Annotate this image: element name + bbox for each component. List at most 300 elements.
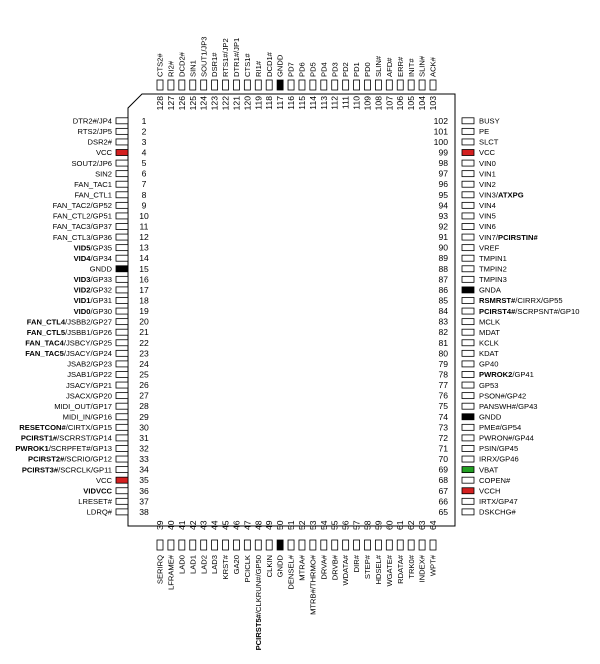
pin-label bbox=[479, 402, 538, 411]
pin-number: 28 bbox=[139, 401, 149, 412]
pin-label-part: WPT# bbox=[428, 555, 438, 577]
pin-45-krst bbox=[221, 520, 231, 579]
pin-label-part: PD7 bbox=[286, 62, 296, 77]
pin-label-part: VBAT bbox=[479, 465, 499, 475]
pin-number: 11 bbox=[139, 221, 149, 232]
pin-label-part: VIN6 bbox=[479, 222, 496, 232]
pin-pad bbox=[288, 80, 294, 90]
pin-label bbox=[479, 212, 496, 221]
pin-label bbox=[199, 555, 208, 574]
pin-number: 32 bbox=[139, 443, 149, 454]
pin-label-part: VCC bbox=[479, 148, 496, 158]
pin-pad bbox=[116, 255, 128, 261]
pin-pad bbox=[244, 540, 250, 550]
pin-label-part: PANSWH#/GP43 bbox=[479, 401, 538, 411]
pin-label bbox=[479, 476, 511, 485]
pin-128-cts2 bbox=[155, 53, 165, 111]
pin-pad bbox=[116, 202, 128, 208]
pin-label bbox=[319, 554, 328, 579]
pin-41-lad0 bbox=[177, 520, 187, 574]
pin-label-part: PD3 bbox=[330, 62, 340, 77]
pin-92-vin6 bbox=[438, 222, 495, 232]
pin-number: 22 bbox=[139, 337, 149, 348]
pin-number: 8 bbox=[141, 189, 147, 200]
pin-label bbox=[479, 296, 563, 305]
pin-number: 30 bbox=[139, 422, 149, 433]
pin-80-kdat bbox=[438, 348, 499, 358]
pin-label-part: PD1 bbox=[352, 62, 362, 77]
pin-pad bbox=[116, 424, 128, 430]
pin-label-part: SLIN# bbox=[417, 55, 427, 77]
pin-77-gp53 bbox=[438, 380, 498, 390]
pin-label bbox=[479, 138, 499, 147]
pin-label bbox=[374, 554, 383, 584]
pin-label-part: FAN_CTL5 bbox=[26, 327, 66, 337]
pin-number: 89 bbox=[438, 253, 448, 264]
pin-label-part: /SCRRST/GP14 bbox=[57, 433, 112, 443]
pin-number: 123 bbox=[209, 96, 220, 111]
pin-label bbox=[396, 554, 405, 584]
pin-pad bbox=[462, 340, 474, 346]
pin-pad bbox=[116, 340, 128, 346]
pin-number: 121 bbox=[231, 96, 242, 111]
pin-60-wgate bbox=[384, 520, 394, 586]
pin-label-part: DTR2#/JP4 bbox=[72, 116, 112, 126]
pin-label bbox=[53, 233, 112, 242]
pin-label bbox=[479, 465, 499, 474]
pin-label-part: /GP30 bbox=[90, 306, 112, 316]
pin-label-part: SIN1 bbox=[188, 60, 198, 77]
pin-number: 85 bbox=[438, 295, 448, 306]
pin-label bbox=[341, 62, 350, 77]
pin-pad bbox=[462, 224, 474, 230]
pin-pad bbox=[116, 160, 128, 166]
pin-number: 101 bbox=[433, 126, 448, 137]
pin-label bbox=[407, 554, 416, 578]
pin-label-part: PD6 bbox=[297, 62, 307, 77]
pin-pad bbox=[462, 118, 474, 124]
pin-number: 59 bbox=[373, 520, 384, 530]
pin-label-part: VCC bbox=[95, 475, 112, 485]
pin-pad bbox=[462, 308, 474, 314]
pin-label-part: HDSEL# bbox=[374, 555, 383, 585]
pin-label-part: FAN_TAC5 bbox=[25, 349, 64, 359]
pin-label bbox=[83, 486, 112, 495]
pin-number: 55 bbox=[329, 520, 340, 530]
pin-label bbox=[232, 555, 241, 574]
pin-number: 90 bbox=[438, 242, 448, 253]
pin-label-part: DTR1#/JP1 bbox=[232, 37, 242, 77]
pin-pad bbox=[116, 234, 128, 240]
pin-label-part: VID0 bbox=[73, 306, 91, 316]
pin-label-part: FAN_TAC4 bbox=[25, 338, 64, 348]
pin-label-part: PME#/GP54 bbox=[479, 423, 522, 433]
pin-pad bbox=[277, 540, 283, 550]
pin-pad bbox=[332, 540, 338, 550]
pin-106-err bbox=[395, 56, 405, 110]
pin-number: 68 bbox=[438, 475, 448, 486]
pin-number: 33 bbox=[139, 454, 149, 465]
pin-number: 110 bbox=[351, 96, 362, 110]
pin-46-ga20 bbox=[231, 520, 241, 574]
pin-number: 67 bbox=[438, 485, 448, 496]
pin-label-part: SOUT1/JP3 bbox=[199, 36, 209, 77]
pin-54-drva bbox=[319, 520, 329, 579]
pin-label-part: FAN_CTL1 bbox=[74, 190, 112, 200]
pin-pad bbox=[233, 540, 239, 550]
pin-label bbox=[53, 212, 112, 221]
pin-pad bbox=[462, 329, 474, 335]
pin-label bbox=[25, 349, 112, 358]
pin-pad bbox=[462, 509, 474, 515]
chip-body bbox=[128, 94, 455, 526]
pin-label-part: FAN_CTL4 bbox=[26, 317, 66, 327]
pin-number: 83 bbox=[438, 316, 448, 327]
pin-number: 97 bbox=[438, 168, 448, 179]
pin-label bbox=[78, 127, 112, 136]
pin-label bbox=[352, 62, 361, 77]
pin-label-part: PD4 bbox=[319, 62, 329, 77]
pin-label-part: /SCRCLK/GP11 bbox=[58, 465, 112, 475]
pin-label bbox=[67, 370, 112, 379]
pin-pad bbox=[116, 224, 128, 230]
pin-pad bbox=[179, 540, 185, 550]
pin-label-part: PE bbox=[479, 127, 490, 137]
pin-label-part: /GP31 bbox=[90, 296, 112, 306]
pin-label-part: RTS1#/JP2 bbox=[221, 38, 231, 77]
pin-number: 10 bbox=[139, 210, 149, 221]
pin-pad bbox=[462, 160, 474, 166]
pin-pad bbox=[116, 445, 128, 451]
pin-pad bbox=[462, 393, 474, 399]
pin-pad bbox=[116, 350, 128, 356]
pin-label-part: /JSBB1/GP26 bbox=[65, 327, 112, 337]
pin-number: 61 bbox=[395, 520, 406, 530]
pin-number: 118 bbox=[264, 96, 275, 110]
pin-pad bbox=[116, 456, 128, 462]
pin-label bbox=[74, 243, 112, 252]
pin-100-slct bbox=[434, 137, 499, 147]
pin-label-part: VCCH bbox=[479, 486, 501, 496]
pin-pad bbox=[310, 80, 316, 90]
pin-pad bbox=[462, 266, 474, 272]
pin-label-part: /GP32 bbox=[90, 285, 112, 295]
pin-56-wdata bbox=[341, 520, 351, 585]
pin-number: 82 bbox=[438, 327, 448, 338]
pin-label bbox=[308, 554, 317, 615]
pin-pad bbox=[462, 297, 474, 303]
pin-label-part: GNDA bbox=[479, 285, 501, 295]
pin-number: 74 bbox=[438, 411, 448, 422]
pin-label-part: VID5 bbox=[73, 243, 91, 253]
pin-number: 93 bbox=[438, 210, 448, 221]
pin-number: 14 bbox=[139, 253, 149, 264]
pin-pad bbox=[116, 488, 128, 494]
pin-number: 20 bbox=[139, 316, 149, 327]
pin-number: 18 bbox=[139, 295, 149, 306]
pin-label bbox=[330, 554, 339, 580]
pin-pad bbox=[462, 255, 474, 261]
pin-pad bbox=[462, 287, 474, 293]
pin-number: 120 bbox=[242, 96, 253, 111]
pin-102-busy bbox=[434, 116, 500, 126]
pin-63-index bbox=[417, 520, 427, 582]
pin-label-part: RTS2/JP5 bbox=[77, 127, 112, 137]
pin-label-part: /CLKRUN#/GP50 bbox=[253, 555, 263, 615]
pin-number: 127 bbox=[165, 96, 176, 111]
pin-104-slin bbox=[417, 55, 427, 110]
pin-pad bbox=[419, 80, 425, 90]
pin-label bbox=[479, 233, 538, 242]
pin-121-dtr1-jp1 bbox=[231, 38, 241, 111]
pin-pad bbox=[201, 540, 207, 550]
pin-number: 111 bbox=[340, 96, 351, 110]
pin-pad bbox=[116, 498, 128, 504]
pin-15-gndd bbox=[90, 264, 149, 274]
pin-label-part: RDATA# bbox=[395, 555, 405, 584]
pin-label bbox=[479, 148, 496, 157]
pin-label-part: PCIRST1# bbox=[20, 433, 58, 443]
pin-47-pciclk bbox=[242, 520, 252, 582]
pin-107-afd bbox=[384, 57, 394, 111]
pin-113-pd4 bbox=[319, 62, 329, 109]
pin-pad bbox=[116, 128, 128, 134]
pin-number: 50 bbox=[275, 520, 286, 530]
pin-pad bbox=[157, 540, 163, 550]
pin-label-part: WGATE# bbox=[384, 555, 394, 587]
pin-98-vin0 bbox=[438, 158, 495, 168]
pin-label-part: IRRX/GP46 bbox=[479, 454, 519, 464]
pin-number: 76 bbox=[438, 390, 448, 401]
pin-number: 43 bbox=[198, 520, 209, 530]
pin-label bbox=[177, 51, 186, 77]
pin-115-pd6 bbox=[297, 62, 307, 109]
pin-label-part: RI2# bbox=[166, 60, 176, 77]
pin-label-part: GP53 bbox=[479, 380, 499, 390]
pin-pad bbox=[462, 276, 474, 282]
pin-label-part: VIN3/ bbox=[479, 190, 498, 200]
pin-label bbox=[73, 117, 112, 126]
pin-97-vin1 bbox=[438, 169, 495, 179]
pin-label bbox=[287, 554, 296, 589]
pin-62-trk0 bbox=[406, 520, 416, 578]
pin-105-init bbox=[406, 58, 416, 111]
pin-52-mtra bbox=[297, 520, 307, 581]
pin-number: 116 bbox=[286, 96, 297, 110]
pin-label bbox=[363, 62, 372, 77]
pin-label bbox=[479, 117, 500, 126]
pin-pad bbox=[364, 540, 370, 550]
pin-pad bbox=[168, 80, 174, 90]
pin-pad bbox=[116, 382, 128, 388]
pin-pad bbox=[116, 276, 128, 282]
pin-50-gndd bbox=[275, 520, 285, 577]
pin-83-mclk bbox=[438, 317, 500, 327]
pin-pad bbox=[233, 80, 239, 90]
pin-label-part: DSR1# bbox=[210, 52, 220, 77]
pin-label-part: PSIN/GP45 bbox=[479, 444, 519, 454]
pin-label bbox=[15, 444, 112, 453]
pin-label-part: LAD3 bbox=[210, 555, 220, 574]
pin-label-part: MTRB#/THRMO# bbox=[308, 555, 318, 615]
pin-label bbox=[479, 434, 534, 443]
pin-119-ri1 bbox=[253, 60, 263, 110]
pin-label-part: MIDI_OUT/GP17 bbox=[54, 401, 112, 411]
pin-pad bbox=[462, 403, 474, 409]
pin-label-part: TMPIN1 bbox=[479, 253, 507, 263]
pin-label-part: SERIRQ bbox=[155, 555, 165, 585]
pin-label bbox=[479, 127, 489, 136]
pin-116-pd7 bbox=[286, 62, 296, 109]
pin-label-part: CTS2# bbox=[155, 53, 165, 77]
pin-pad bbox=[255, 80, 261, 90]
pin-label bbox=[479, 201, 496, 210]
pin-number: 16 bbox=[139, 274, 149, 285]
pin-label bbox=[221, 554, 230, 579]
pin-label-part: TMPIN3 bbox=[479, 275, 507, 285]
pin-label bbox=[96, 476, 113, 485]
pin-label-part: VREF bbox=[479, 243, 500, 253]
pin-51-densel bbox=[286, 520, 296, 589]
pin-number: 114 bbox=[307, 96, 318, 110]
pin-label bbox=[385, 57, 394, 77]
pin-pad bbox=[462, 234, 474, 240]
pin-label-part: MDAT bbox=[479, 327, 500, 337]
pin-108-slin bbox=[373, 55, 383, 110]
pin-label-part: GNDD bbox=[479, 412, 502, 422]
pin-label-part: FAN_CTL3/GP36 bbox=[52, 232, 112, 242]
pin-pad bbox=[190, 540, 196, 550]
pin-pad bbox=[190, 80, 196, 90]
pin-label bbox=[407, 58, 416, 77]
pin-number: 77 bbox=[438, 380, 448, 391]
pin-58-step bbox=[362, 520, 372, 579]
pin-label-part: JSAB1/GP22 bbox=[67, 370, 112, 380]
pin-label-part: GA20 bbox=[232, 555, 242, 575]
pin-number: 17 bbox=[139, 284, 149, 295]
pin-label bbox=[63, 412, 112, 421]
pin-number: 4 bbox=[141, 147, 147, 158]
pin-label-part: GP40 bbox=[479, 359, 499, 369]
pin-number: 104 bbox=[417, 96, 428, 111]
pin-pad bbox=[244, 80, 250, 90]
pin-pad bbox=[321, 540, 327, 550]
pin-number: 56 bbox=[340, 520, 351, 530]
pin-number: 100 bbox=[433, 136, 448, 147]
pin-pad bbox=[116, 371, 128, 377]
pin-pad bbox=[462, 202, 474, 208]
pin-number: 26 bbox=[139, 380, 149, 391]
pin-label-part: KDAT bbox=[479, 349, 499, 359]
pin-pad bbox=[462, 456, 474, 462]
pin-label-part: VID4 bbox=[73, 253, 91, 263]
pin-pad bbox=[462, 435, 474, 441]
pin-label bbox=[298, 554, 307, 581]
pin-pad bbox=[116, 329, 128, 335]
pin-label-part: SOUT2/JP6 bbox=[71, 158, 112, 168]
pin-label bbox=[479, 486, 501, 495]
pin-label bbox=[341, 554, 350, 585]
pin-label bbox=[479, 338, 499, 347]
pin-number: 2 bbox=[141, 126, 147, 137]
pin-label bbox=[53, 201, 112, 210]
pin-number: 52 bbox=[296, 520, 307, 530]
pin-number: 75 bbox=[438, 401, 448, 412]
pin-label-part: PCIRSTIN# bbox=[498, 232, 538, 242]
pin-label bbox=[479, 381, 498, 390]
pin-label-part: BUSY bbox=[479, 116, 500, 126]
pin-label-part: TMPIN2 bbox=[479, 264, 507, 274]
pin-number: 31 bbox=[139, 432, 149, 443]
pin-pad bbox=[430, 540, 436, 550]
pin-label bbox=[479, 349, 499, 358]
pin-label-part: PWRON#/GP44 bbox=[479, 433, 534, 443]
pin-67-vcch bbox=[438, 486, 500, 496]
pin-59-hdsel bbox=[373, 520, 383, 584]
pin-label-part: /JSBCY/GP25 bbox=[63, 338, 112, 348]
pin-number: 70 bbox=[438, 454, 448, 465]
pin-85-rsmrst-cirrx-gp55 bbox=[438, 295, 562, 305]
pin-label-part: VIDVCC bbox=[83, 486, 112, 496]
pin-label bbox=[71, 159, 112, 168]
pin-label-part: GNDD bbox=[275, 555, 285, 578]
pin-label bbox=[479, 455, 519, 464]
pin-label bbox=[418, 554, 427, 582]
pin-pad bbox=[116, 181, 128, 187]
pin-label-part: PCIRST4# bbox=[479, 306, 516, 316]
pin-label bbox=[88, 138, 113, 147]
pin-pad bbox=[116, 118, 128, 124]
pin-label bbox=[156, 555, 165, 584]
pin-114-pd5 bbox=[308, 62, 318, 109]
pin-64-wpt bbox=[428, 520, 438, 576]
pin-label-part: CTS1# bbox=[242, 53, 252, 77]
pin-86-gnda bbox=[438, 285, 501, 295]
pin-label-part: KCLK bbox=[479, 338, 499, 348]
pin-103-ack bbox=[428, 56, 438, 110]
pin-label bbox=[25, 338, 112, 347]
pin-pad bbox=[462, 350, 474, 356]
pin-number: 19 bbox=[139, 306, 149, 317]
pin-label-part: /CIRRX/GP55 bbox=[515, 296, 563, 306]
pin-label-part: LFRAME# bbox=[166, 555, 176, 591]
pin-label bbox=[308, 62, 317, 77]
pin-label bbox=[429, 554, 438, 576]
pin-94-vin4 bbox=[438, 200, 495, 210]
pin-label-part: FAN_CTL2/GP51 bbox=[52, 211, 112, 221]
pin-label bbox=[66, 391, 112, 400]
pin-number: 102 bbox=[433, 115, 448, 126]
pin-82-mdat bbox=[438, 327, 500, 337]
pin-118-dcd1 bbox=[264, 51, 274, 109]
pin-label-part: IRTX/GP47 bbox=[479, 497, 518, 507]
pin-number: 46 bbox=[231, 520, 242, 530]
pin-number: 24 bbox=[139, 358, 149, 369]
pin-number: 37 bbox=[139, 496, 149, 507]
pin-pad bbox=[462, 128, 474, 134]
pin-label bbox=[479, 180, 496, 189]
pin-label-part: VIN0 bbox=[479, 158, 496, 168]
pin-label-part: RI1# bbox=[253, 60, 263, 77]
pin-number: 39 bbox=[155, 520, 165, 530]
pin-53-mtrb-thrmo bbox=[308, 520, 318, 615]
pin-label bbox=[479, 423, 521, 432]
pin-label-part: FAN_TAC3/GP37 bbox=[52, 222, 112, 232]
pin-number: 117 bbox=[275, 96, 286, 110]
pin-label bbox=[330, 62, 339, 77]
pin-pad bbox=[116, 308, 128, 314]
pin-label-part: PWROK1 bbox=[15, 444, 49, 454]
